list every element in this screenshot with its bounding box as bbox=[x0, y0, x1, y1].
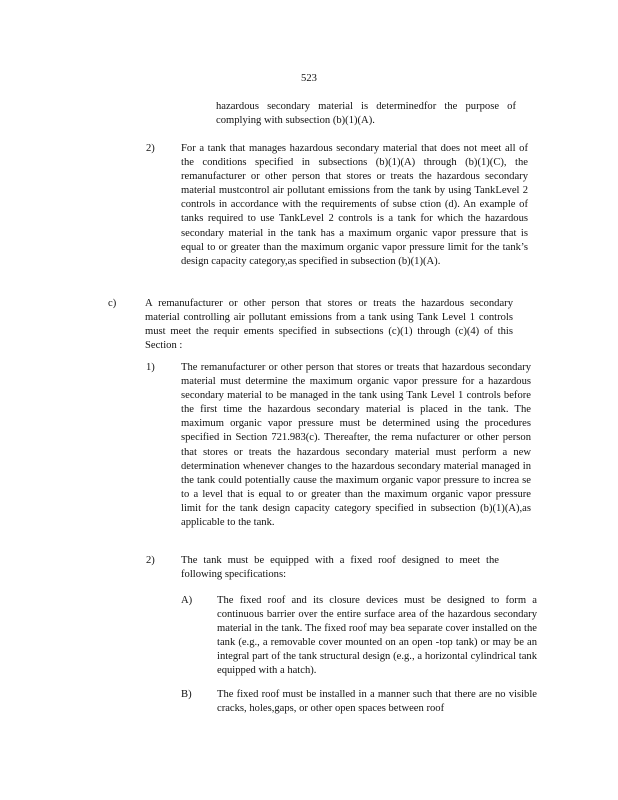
item-c2A-paragraph: The fixed roof and its closure devices must be designed to form a continuous barrier over the entire surface area of the hazardous secondary material in the tank. The fixed roof may bea separate cover installed on the tank (e.g., a removable cover mounted on an open -top tank) or may be an integral part of the tank structural design (e.g., a horizontal cylindrical tank equipped with a hatch). bbox=[217, 595, 537, 677]
page-number: 523 bbox=[301, 73, 317, 84]
intro-continuation-paragraph: hazardous secondary material is determinedfor the purpose of complying with subsection (b)(1)(A). bbox=[216, 101, 516, 127]
item-c-paragraph: A remanufacturer or other person that stores or treats the hazardous secondary material controlling air pollutant emissions from a tank using Tank Level 1 controls must meet the requir ements specified in subsections (c)(1) through (c)(4) of this Section : bbox=[145, 298, 513, 352]
item-b2-label: 2) bbox=[146, 143, 155, 154]
item-c-label: c) bbox=[108, 298, 117, 309]
item-c2A-label: A) bbox=[181, 595, 193, 606]
item-c2B-label: B) bbox=[181, 689, 192, 700]
item-c1-label: 1) bbox=[146, 362, 155, 373]
item-c2-label: 2) bbox=[146, 555, 155, 566]
item-b2-paragraph: For a tank that manages hazardous secondary material that does not meet all of the conditions specified in subsections (b)(1)(A) through (b)(1)(C), the remanufacturer or other person that stores or treats the hazardous secondary material mustcontrol air pollutant emissions from the tank by using TankLevel 2 controls in accordance with the requirements of subse ction (d). An example of tanks required to use TankLevel 2 controls is a tank for which the hazardous secondary material in the tank has a maximum organic vapor pressure that is equal to or greater than the maximum organic vapor pressure limit for the tank’s design capacity category,as specified in subsection (b)(1)(A). bbox=[181, 143, 528, 267]
item-c1-paragraph: The remanufacturer or other person that stores or treats that hazardous secondary material must determine the maximum organic vapor pressure for a hazardous secondary material to be managed in the tank using Tank Level 1 controls before the first time the hazardous secondary material is placed in the tank. The maximum organic vapor pressure must be determined using the procedures specified in Section 721.983(c). Thereafter, the rema nufacturer or other person that stores or treats the hazardous secondary material must perform a new determination whenever changes to the hazardous secondary material managed in the tank could potentially cause the maximum organic vapor pressure to increa se to a level that is equal to or greater than the maximum organic vapor pressure limit for the tank design capacity category specified in subsection (b)(1)(A),as applicable to the tank. bbox=[181, 362, 531, 529]
item-c2-paragraph: The tank must be equipped with a fixed roof designed to meet the following specifications: bbox=[181, 555, 499, 581]
item-c2B-paragraph: The fixed roof must be installed in a manner such that there are no visible cracks, holes,gaps, or other open spaces between roof bbox=[217, 689, 537, 715]
